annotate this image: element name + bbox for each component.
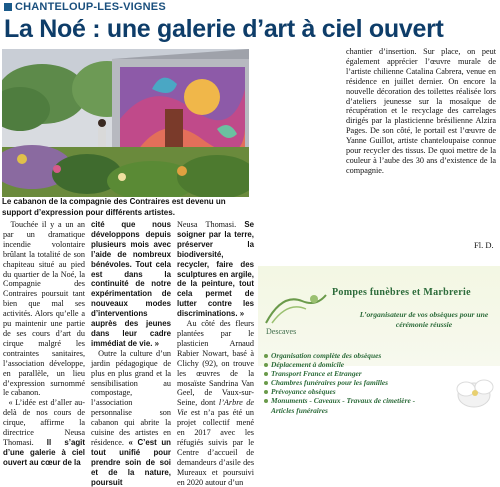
funeral-advertisement [258, 259, 500, 415]
paragraph: chantier d’insertion. Sur place, on peut également apprécier l’œuvre murale de l’artiste chilienne Catalina Cabrera, venue en résidence en juillet dernier. On encore la nouvelle décoration des toilettes réalisée lors d’ateliers jeunesse sur la mosaïque de récupération et le recyclage des carrelages dirigés par la plasticienne brésilienne Alzira Pages. De son côté, le portail est l’œuvre de Yanne Guillot, artiste chanteloupaise connue pour recycler des tissus. De quoi mettre de la couleur à l’aube des 30 ans d’existence de la compagnie. [346, 47, 496, 175]
bullet-icon [264, 363, 268, 367]
photo-caption: Le cabanon de la compagnie des Contraires est devenu un support d’expression pour différents artistes. [2, 197, 226, 217]
paragraph: Outre la culture d’un jardin pédagogique de plus en plus grand et la sensibilisation au compostage, l’association personnalise son cabanon qui abrite la cuisine des artistes en résidence. « C’est un tout unifié pour prendre soin de soi et de la nature, poursuit [91, 348, 172, 487]
paragraph: Touchée il y a un an par un dramatique incendie volontaire brûlant la totalité de son chapiteau situé au pied du quartier de la Noé, la Compagnie des Contraires poursuit tant bien que mal ses activités. Alors qu’elle a pu maintenir une partie de ses cours d’art du cirque malgré les contraintes sanitaires, l’association développe, en parallèle, un lieu d’expression surnommé le cabanon. [3, 220, 85, 398]
bullet-icon [264, 372, 268, 376]
article-column-3 [177, 220, 254, 487]
list-item: Articles funéraires [271, 405, 328, 415]
section-kicker [4, 0, 166, 13]
ad-town: Descaves [266, 327, 297, 336]
descaves-logo-icon [262, 287, 330, 327]
bullet-icon [264, 381, 268, 385]
author-signature: Fl. D. [474, 240, 494, 250]
bullet-icon [264, 354, 268, 358]
list-item: Transport France et Etranger [264, 369, 415, 378]
article-headline: La Noé : une galerie d’art à ciel ouvert [4, 15, 444, 43]
paragraph: « L’idée est d’aller au-delà de nos cours de cirque, affirme la directrice Neusa Thomasi. Il s’agit d’une galerie à ciel ouvert au cœur de la [3, 398, 86, 467]
ad-services-list [264, 351, 415, 415]
bullet-icon [264, 390, 268, 394]
list-item: Monuments - Caveaux - Travaux de cimetière - [264, 396, 415, 405]
paragraph: cité que nous développons depuis plusieurs mois avec l’aide de nombreux bénévoles. Tout cela est dans la continuité de notre expérimentation de nouveaux modes d’interventions auprès des jeunes dans leur cadre immédiat de vie. » [91, 220, 171, 348]
article-column-1 [3, 220, 85, 468]
ad-tagline: L’organisateur de vos obsèques pour une cérémonie réussie [359, 310, 489, 329]
list-item: Prévoyance obsèques [264, 387, 415, 396]
article-column-4 [346, 47, 496, 176]
flower-decoration-icon [444, 371, 500, 415]
article-column-2 [91, 220, 171, 487]
ad-brand: Pompes funèbres et Marbrerie [332, 287, 471, 298]
paragraph: Neusa Thomasi. Se soigner par la terre, préserver la biodiversité, recycler, faire des sculptures en argile, de la peinture, tout cela permet de lutter contre les discriminations. » [177, 220, 255, 319]
article-photo [2, 49, 249, 197]
kicker-square-icon [4, 3, 12, 11]
paragraph: Au côté des fleurs plantées par le plasticien Arnaud Rabier Nowart, basé à Clichy (92), on trouve les œuvres de la mosaïste Sandrina Van Geel, de Vaux-sur-Seine, dont l’Arbre de Vie est n’a pas été un projet collectif mené en 2017 avec les réfugiés suivis par le Centre d’accueil de demandeurs d’asile des Mureaux et poursuivi en 2020 autour d’un [177, 319, 255, 487]
list-item: Organisation complète des obsèques [264, 351, 415, 360]
list-item: Chambres funéraires pour les familles [264, 378, 415, 387]
list-item: Déplacement à domicile [264, 360, 415, 369]
bullet-icon [264, 399, 268, 403]
kicker-label: CHANTELOUP-LES-VIGNES [15, 0, 166, 13]
